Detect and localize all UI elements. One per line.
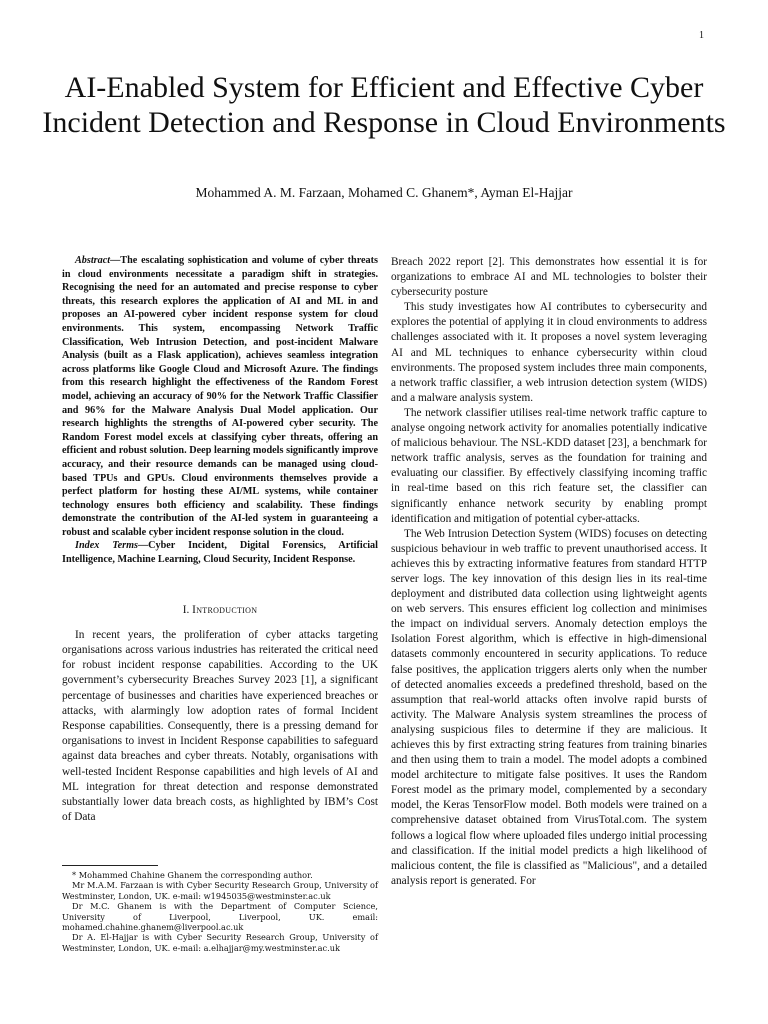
abstract-dash: — bbox=[110, 255, 121, 266]
paragraph: Breach 2022 report [2]. This demonstrates how essential it is for organizations to embrace AI and ML technologies to bolster their cybersecurity posture bbox=[391, 256, 707, 299]
paragraph: The Web Intrusion Detection System (WIDS) focuses on detecting suspicious behaviour in web traffic to prevent unauthorised access. It achieves this by extracting informative features from standard HTTP server logs. The key innovation of this design lies in its real-time deployment and distributed data collection using lightweight agents on web servers. This ensures efficient log collection and minimises the impact on individual servers. Anomaly detection employs the Isolation Forest algorithm, which is effective in high-dimensional datasets commonly encountered in security applications. To reduce false positives, the application triggers alerts only when the number of detected anomalies exceeds a predefined threshold, based on the assumption that real-world attacks often involve rapid bursts of activity. The Malware Analysis system streamlines the process of analysing suspicious files to determine if they are malicious. It achieves this by first extracting string features from training binaries and then using them to train a model. The model adopts a combined model architecture to mitigate false positives. It uses the Random Forest model as the primary model, complemented by a secondary model, the Keras TensorFlow model. Both models were trained on a comprehensive dataset obtained from VirusTotal.com. The system follows a logical flow where uploaded files undergo initial processing and classification. If the initial model predicts a high likelihood of malicious content, the file is classified as "Malicious", and a detailed analysis report is generated. For bbox=[391, 527, 707, 887]
abstract-text: The escalating sophistication and volume of cyber threats in cloud environments necessitate a paradigm shift in strategies. Recognising the need for an automated and precise response to cyber threats, this research explores the application of AI and ML in and proposes an AI-powered cyber incident response system for cloud environments. This system, encompassing Network Traffic Classification, Web Intrusion Detection, and post-incident Malware Analysis (built as a Flask application), achieves seamless integration across platforms like Google Cloud and Microsoft Azure. The findings from this research highlight the effectiveness of the Random Forest model, achieving an accuracy of 90% for the Network Traffic Classifier and 96% for the Malware Analysis Dual Model application. Our research highlights the strengths of AI-powered cyber security. The Random Forest model excels at classifying cyber threats, offering an efficient and robust solution. Deep learning models significantly improve accuracy, and their resource demands can be managed using cloud-based TPUs and GPUs. Cloud environments themselves provide a perfect platform for hosting these AI/ML systems, while container technology ensures both efficiency and scalability. These findings demonstrate the contribution of the AI-led system in guaranteeing a robust and scalable cyber incident response solution in the cloud. bbox=[62, 255, 378, 538]
footnote: Dr M.C. Ghanem is with the Department of Computer Science, University of Liverpool, Liverpool, UK. email: mohamed.chahine.ghanem@liverpool.ac.uk bbox=[62, 901, 378, 933]
index-terms-label: Index Terms bbox=[75, 540, 138, 552]
page-number: 1 bbox=[699, 30, 704, 41]
footnote: Mr M.A.M. Farzaan is with Cyber Security Research Group, University of Westminster, London, UK. e-mail: w1945035@westminster.ac.uk bbox=[62, 880, 378, 901]
index-terms-text: Cyber Incident, Digital Forensics, Artificial Intelligence, Machine Learning, Cloud Security, Incident Response. bbox=[62, 540, 378, 566]
abstract bbox=[62, 254, 378, 539]
paragraph: This study investigates how AI contributes to cybersecurity and explores the potential of applying it in cloud environments to address challenges associated with it. It proposes a novel system leveraging AI and ML techniques to enhance cybersecurity within cloud environments. The proposed system includes three main components, a network traffic classifier, a web intrusion detection system (WIDS) and a malware analysis system. bbox=[391, 301, 707, 404]
intro-paragraph: In recent years, the proliferation of cyber attacks targeting organisations across various industries has reiterated the critical need for robust incident response capabilities. According to the UK government’s cybersecurity Breaches Survey 2023 [1], a significant percentage of businesses and charities have experienced breaches or attacks, with alarmingly low adoption rates of formal Incident Response capabilities. Consequently, there is a pressing demand for organisations to invest in Incident Response capabilities to safeguard against data breaches and cyber threats. Notably, organisations with well-tested Incident Response capabilities and high levels of AI and ML integration for threat detection and response demonstrated substantially lower data breach costs, as highlighted by IBM’s Cost of Data bbox=[62, 628, 378, 824]
section-number: I. bbox=[182, 603, 190, 616]
right-column bbox=[391, 255, 707, 889]
paper-title: AI-Enabled System for Efficient and Effective Cyber Incident Detection and Response in Cloud Environments bbox=[42, 71, 726, 139]
left-column bbox=[62, 254, 378, 826]
footnote: Dr A. El-Hajjar is with Cyber Security Research Group, University of Westminster, London, UK. e-mail: a.elhajjar@my.westminster.ac.uk bbox=[62, 932, 378, 953]
index-terms bbox=[62, 539, 378, 566]
footnote: * Mohammed Chahine Ghanem the corresponding author. bbox=[72, 870, 313, 880]
abstract-label: Abstract bbox=[75, 255, 111, 266]
index-terms-dash: — bbox=[137, 540, 149, 552]
footnote-divider bbox=[62, 865, 158, 866]
paragraph: The network classifier utilises real-time network traffic capture to analyse ongoing network activity for anomalies potentially indicative of malicious behaviour. The NSL-KDD dataset [23], a benchmark for network traffic analysis, serves as the foundation for training and evaluating our classifier. By effectively classifying incoming traffic in real-time based on this rich feature set, the classifier can significantly enhance network security by enabling prompt identification and mitigation of potential cyber-attacks. bbox=[391, 406, 707, 525]
author-list: Mohammed A. M. Farzaan, Mohamed C. Ghanem*, Ayman El-Hajjar bbox=[195, 185, 573, 200]
footnotes bbox=[62, 870, 378, 953]
section-heading bbox=[62, 603, 378, 618]
section-title: Introduction bbox=[192, 603, 258, 616]
